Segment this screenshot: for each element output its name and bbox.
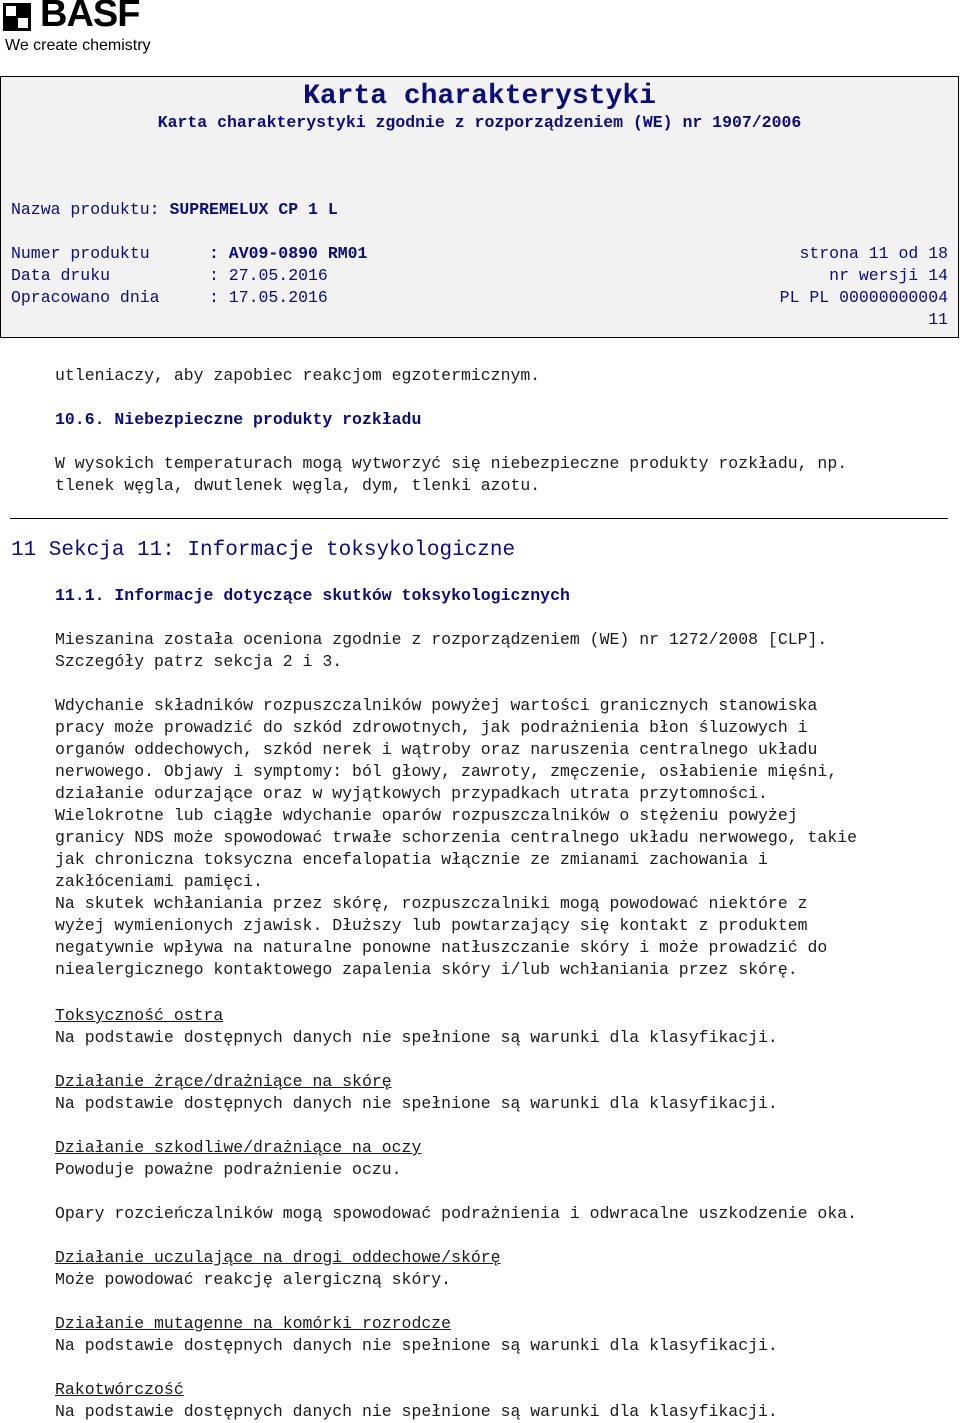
prepared-date-row [11, 287, 948, 309]
document-subtitle: Karta charakterystyki zgodnie z rozporządzeniem (WE) nr 1907/2006 [157, 113, 802, 132]
logo-tagline: We create chemistry [5, 37, 151, 54]
skin-corrosion-heading: Działanie żrące/drażniące na skórę [55, 1072, 392, 1091]
basf-logo-mark-icon [3, 3, 31, 31]
section-11-1-heading: 11.1. Informacje dotyczące skutków toksykologicznych [55, 586, 570, 605]
document-header [0, 76, 959, 338]
inhalation-line: pracy może prowadzić do szkód zdrowotnych, jak podrażnienia błon śluzowych i [55, 718, 808, 737]
logo-brand-text: BASF [40, 0, 140, 35]
acute-toxicity-text: Na podstawie dostępnych danych nie spełnione są warunki dla klasyfikacji. [55, 1028, 778, 1047]
section-11-1-line-1: Mieszanina została oceniona zgodnie z rozporządzeniem (WE) nr 1272/2008 [CLP]. [55, 630, 828, 649]
prepared-date-label: Opracowano dnia [11, 288, 160, 307]
inhalation-line: negatywnie wpływa na naturalne ponowne natłuszczanie skóry i może prowadzić do [55, 938, 828, 957]
inhalation-line: zakłóceniami pamięci. [55, 872, 263, 891]
page-info: strona 11 od 18 [799, 244, 948, 263]
section-10-6-line-1: W wysokich temperaturach mogą wytworzyć się niebezpieczne produkty rozkładu, np. [55, 454, 848, 473]
document-title: Karta charakterystyki [303, 81, 656, 112]
inhalation-line: organów oddechowych, szkód nerek i wątroby oraz naruszenia centralnego układu [55, 740, 818, 759]
eye-damage-text: Powoduje poważne podrażnienie oczu. [55, 1160, 402, 1179]
inhalation-line: wyżej wymienionych zjawisk. Dłuższy lub powtarzający się kontakt z produktem [55, 916, 808, 935]
inhalation-line: Na skutek wchłaniania przez skórę, rozpuszczalniki mogą powodować niektóre z [55, 894, 808, 913]
inhalation-line: granicy NDS może spowodować trwałe schorzenia centralnego układu nerwowego, takie [55, 828, 858, 847]
mutagenicity-text: Na podstawie dostępnych danych nie spełnione są warunki dla klasyfikacji. [55, 1336, 778, 1355]
carcinogenicity-text: Na podstawie dostępnych danych nie spełnione są warunki dla klasyfikacji. [55, 1402, 778, 1421]
print-date-value: : 27.05.2016 [209, 266, 328, 285]
product-number-row [11, 243, 948, 265]
product-name-value: SUPREMELUX CP 1 L [169, 200, 338, 219]
inhalation-line: Wielokrotne lub ciągłe wdychanie oparów rozpuszczalników o stężeniu powyżej [55, 806, 798, 825]
document-code: PL PL 00000000004 [779, 288, 948, 307]
prepared-date-value: : 17.05.2016 [209, 288, 328, 307]
eye-damage-heading: Działanie szkodliwe/drażniące na oczy [55, 1138, 422, 1157]
skin-corrosion-text: Na podstawie dostępnych danych nie spełnione są warunki dla klasyfikacji. [55, 1094, 778, 1113]
mutagenicity-heading: Działanie mutagenne na komórki rozrodcze [55, 1314, 452, 1333]
section-10-6-heading: 10.6. Niebezpieczne produkty rozkładu [55, 410, 422, 429]
print-date-row [11, 265, 948, 287]
product-name-row [11, 199, 948, 221]
carcinogenicity-heading: Rakotwórczość [55, 1380, 184, 1399]
inhalation-paragraph [55, 695, 955, 981]
inhalation-line: niealergicznego kontaktowego zapalenia skóry i/lub wchłaniania przez skórę. [55, 960, 798, 979]
product-name-label: Nazwa produktu: [11, 200, 160, 219]
product-number-value: : AV09-0890 RM01 [209, 244, 368, 263]
inhalation-line: jak chroniczna toksyczna encefalopatia włącznie ze zmianami zachowania i [55, 850, 768, 869]
inhalation-line: Wdychanie składników rozpuszczalników powyżej wartości granicznych stanowiska [55, 696, 818, 715]
basf-logo [3, 0, 203, 60]
document-code-suffix: 11 [928, 310, 948, 329]
document-code-suffix-row [11, 309, 948, 331]
oxidizers-line: utleniaczy, aby zapobiec reakcjom egzotermicznym. [55, 366, 541, 385]
version-info: nr wersji 14 [829, 266, 948, 285]
section-10-6-line-2: tlenek węgla, dwutlenek węgla, dym, tlenki azotu. [55, 476, 541, 495]
product-number-label: Numer produktu [11, 244, 150, 263]
sensitization-heading: Działanie uczulające na drogi oddechowe/skórę [55, 1248, 501, 1267]
section-11-heading: 11 Sekcja 11: Informacje toksykologiczne [11, 539, 516, 562]
inhalation-line: działanie odurzające oraz w wyjątkowych przypadkach utrata przytomności. [55, 784, 768, 803]
print-date-label: Data druku [11, 266, 111, 285]
acute-toxicity-heading: Toksyczność ostra [55, 1006, 224, 1025]
section-11-1-line-2: Szczegóły patrz sekcja 2 i 3. [55, 652, 343, 671]
inhalation-line: nerwowego. Objawy i symptomy: ból głowy, zawroty, zmęczenie, osłabienie mięśni, [55, 762, 838, 781]
diluent-vapours-text: Opary rozcieńczalników mogą spowodować podrażnienia i odwracalne uszkodzenie oka. [55, 1204, 858, 1223]
sensitization-text: Może powodować reakcję alergiczną skóry. [55, 1270, 452, 1289]
section-divider [10, 518, 948, 519]
